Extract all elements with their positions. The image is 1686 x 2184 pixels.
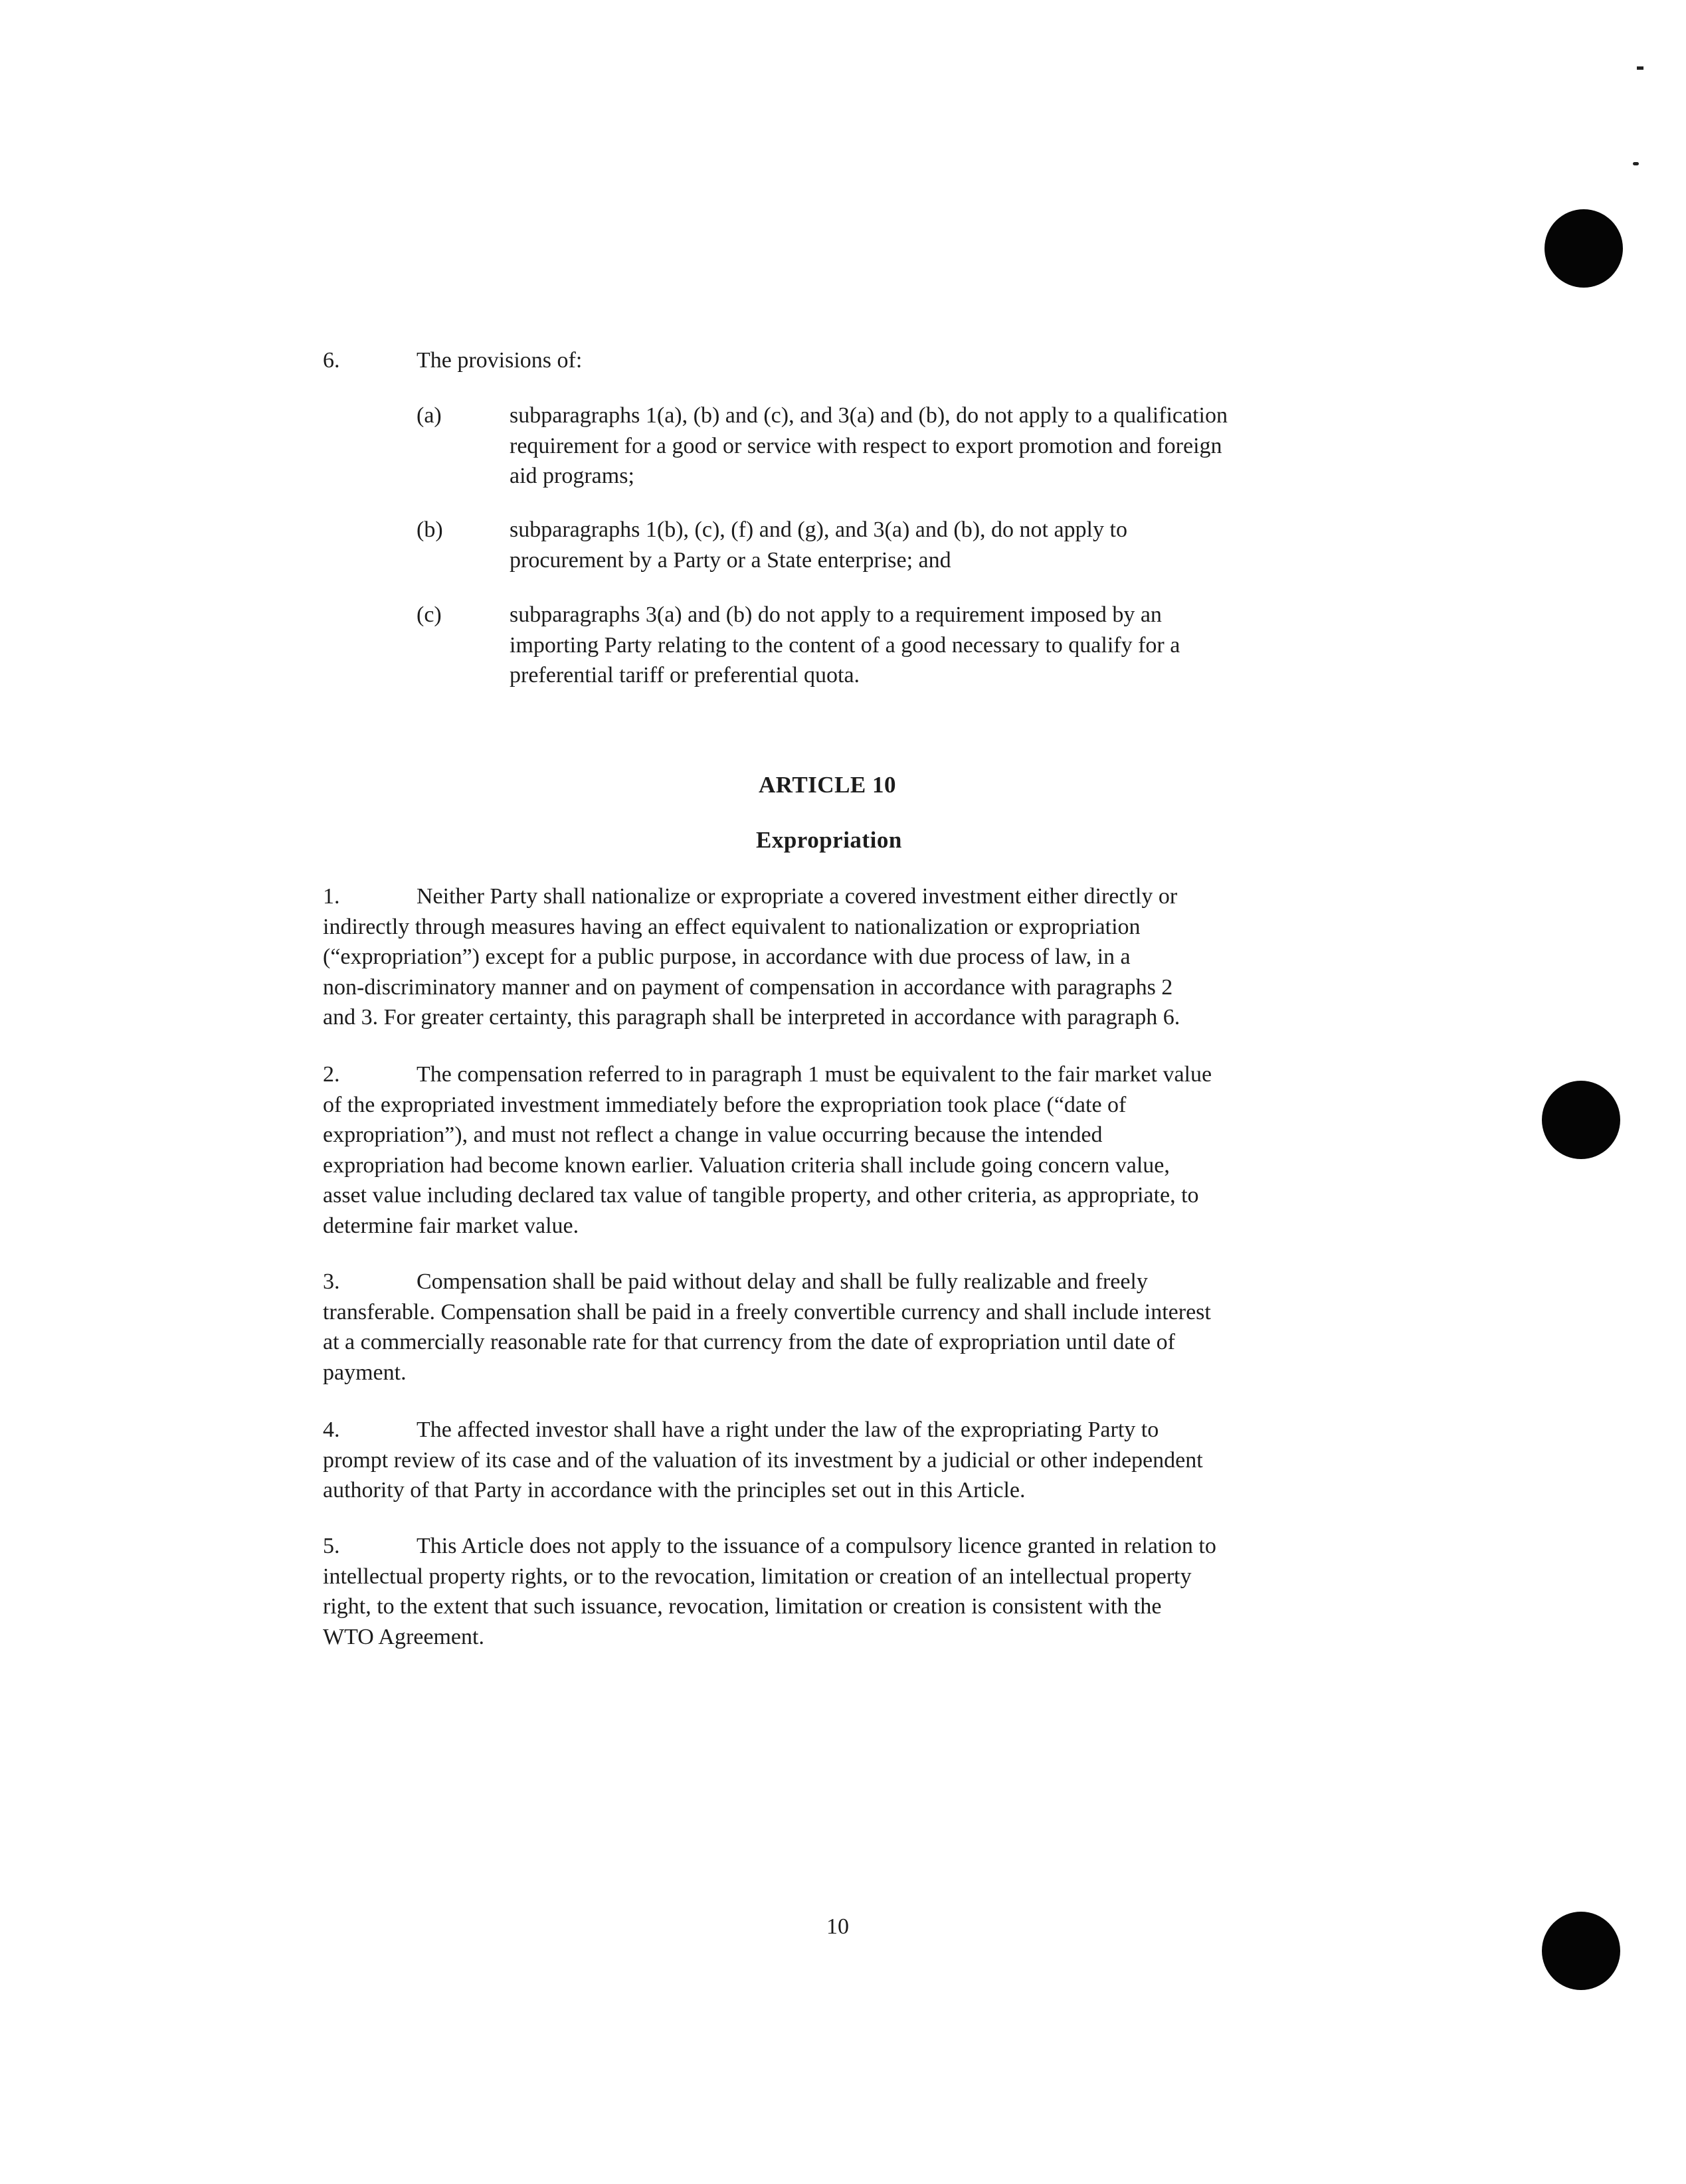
punch-hole-top [1545, 209, 1623, 288]
paragraph-line: indirectly through measures having an effect equivalent to nationalization or expropriation [323, 914, 1141, 939]
list-item-line: aid programs; [510, 464, 634, 488]
paragraph-first-line: Neither Party shall nationalize or expropriate a covered investment either directly or [417, 884, 1178, 909]
paragraph-4 [323, 1415, 1203, 1506]
paragraph-first-line: The compensation referred to in paragraph 1 must be equivalent to the fair market value [417, 1062, 1212, 1087]
paragraph-1 [323, 881, 1180, 1033]
paragraph-line: transferable. Compensation shall be paid in a freely convertible currency and shall include interest [323, 1299, 1211, 1324]
punch-hole-middle [1542, 1081, 1620, 1159]
paragraph-first-line: This Article does not apply to the issuance of a compulsory licence granted in relation to [417, 1534, 1216, 1558]
paragraph-number: 3. [323, 1269, 340, 1294]
list-item-line: preferential tariff or preferential quota. [510, 663, 860, 687]
list-item-b [510, 515, 1127, 575]
paragraph-line: asset value including declared tax value of tangible property, and other criteria, as appropriate, to [323, 1183, 1199, 1208]
paragraph-line: authority of that Party in accordance with the principles set out in this Article. [323, 1478, 1026, 1502]
paragraph-line: WTO Agreement. [323, 1624, 484, 1649]
list-item-label-c: (c) [417, 602, 442, 627]
paragraph-line: expropriation”), and must not reflect a change in value occurring because the intended [323, 1123, 1103, 1147]
list-item-label-b: (b) [417, 517, 443, 542]
paragraph-line: (“expropriation”) except for a public purpose, in accordance with due process of law, in a [323, 945, 1131, 969]
paragraph-number: 2. [323, 1062, 340, 1087]
paragraph-line: intellectual property rights, or to the revocation, limitation or creation of an intellectual property [323, 1564, 1192, 1589]
paragraph-line: determine fair market value. [323, 1213, 579, 1238]
list-item-line: subparagraphs 1(b), (c), (f) and (g), and 3(a) and (b), do not apply to [510, 517, 1127, 542]
list-item-line: subparagraphs 1(a), (b) and (c), and 3(a) and (b), do not apply to a qualification [510, 403, 1228, 428]
list-item-a [510, 401, 1228, 492]
list-item-line: procurement by a Party or a State enterprise; and [510, 547, 951, 573]
paragraph-3 [323, 1267, 1211, 1388]
paragraph-number: 1. [323, 884, 340, 909]
paragraph-line: right, to the extent that such issuance, revocation, limitation or creation is consistent with the [323, 1594, 1162, 1619]
list-item-c [510, 600, 1180, 691]
list-item-line: requirement for a good or service with respect to export promotion and foreign [510, 433, 1222, 458]
paragraph-2 [323, 1059, 1212, 1241]
paragraph-line: non-discriminatory manner and on payment of compensation in accordance with paragraphs 2 [323, 974, 1173, 1000]
paragraph-number: 4. [323, 1417, 340, 1442]
paragraph-line: payment. [323, 1360, 407, 1385]
article-title-heading: Expropriation [756, 827, 902, 853]
paragraph-line: prompt review of its case and of the valuation of its investment by a judicial or other independent [323, 1447, 1203, 1473]
scan-speck [1637, 66, 1643, 70]
list-item-label-a: (a) [417, 403, 442, 428]
section-6-number: 6. [323, 348, 340, 373]
scan-speck [1633, 162, 1639, 165]
paragraph-5 [323, 1531, 1216, 1652]
paragraph-number: 5. [323, 1534, 340, 1558]
paragraph-first-line: The affected investor shall have a right under the law of the expropriating Party to [417, 1417, 1159, 1442]
section-6-intro: The provisions of: [417, 348, 583, 373]
article-number-heading: ARTICLE 10 [759, 772, 897, 798]
paragraph-line: and 3. For greater certainty, this paragraph shall be interpreted in accordance with paragraph 6. [323, 1005, 1180, 1030]
paragraph-line: of the expropriated investment immediately before the expropriation took place (“date of [323, 1092, 1127, 1117]
paragraph-line: at a commercially reasonable rate for that currency from the date of expropriation until date of [323, 1330, 1175, 1354]
punch-hole-bottom [1542, 1912, 1620, 1990]
list-item-line: importing Party relating to the content of a good necessary to qualify for a [510, 632, 1180, 658]
paragraph-line: expropriation had become known earlier. Valuation criteria shall include going concern value, [323, 1152, 1170, 1178]
paragraph-first-line: Compensation shall be paid without delay and shall be fully realizable and freely [417, 1269, 1148, 1294]
page-number: 10 [826, 1914, 849, 1939]
list-item-line: subparagraphs 3(a) and (b) do not apply to a requirement imposed by an [510, 602, 1162, 627]
